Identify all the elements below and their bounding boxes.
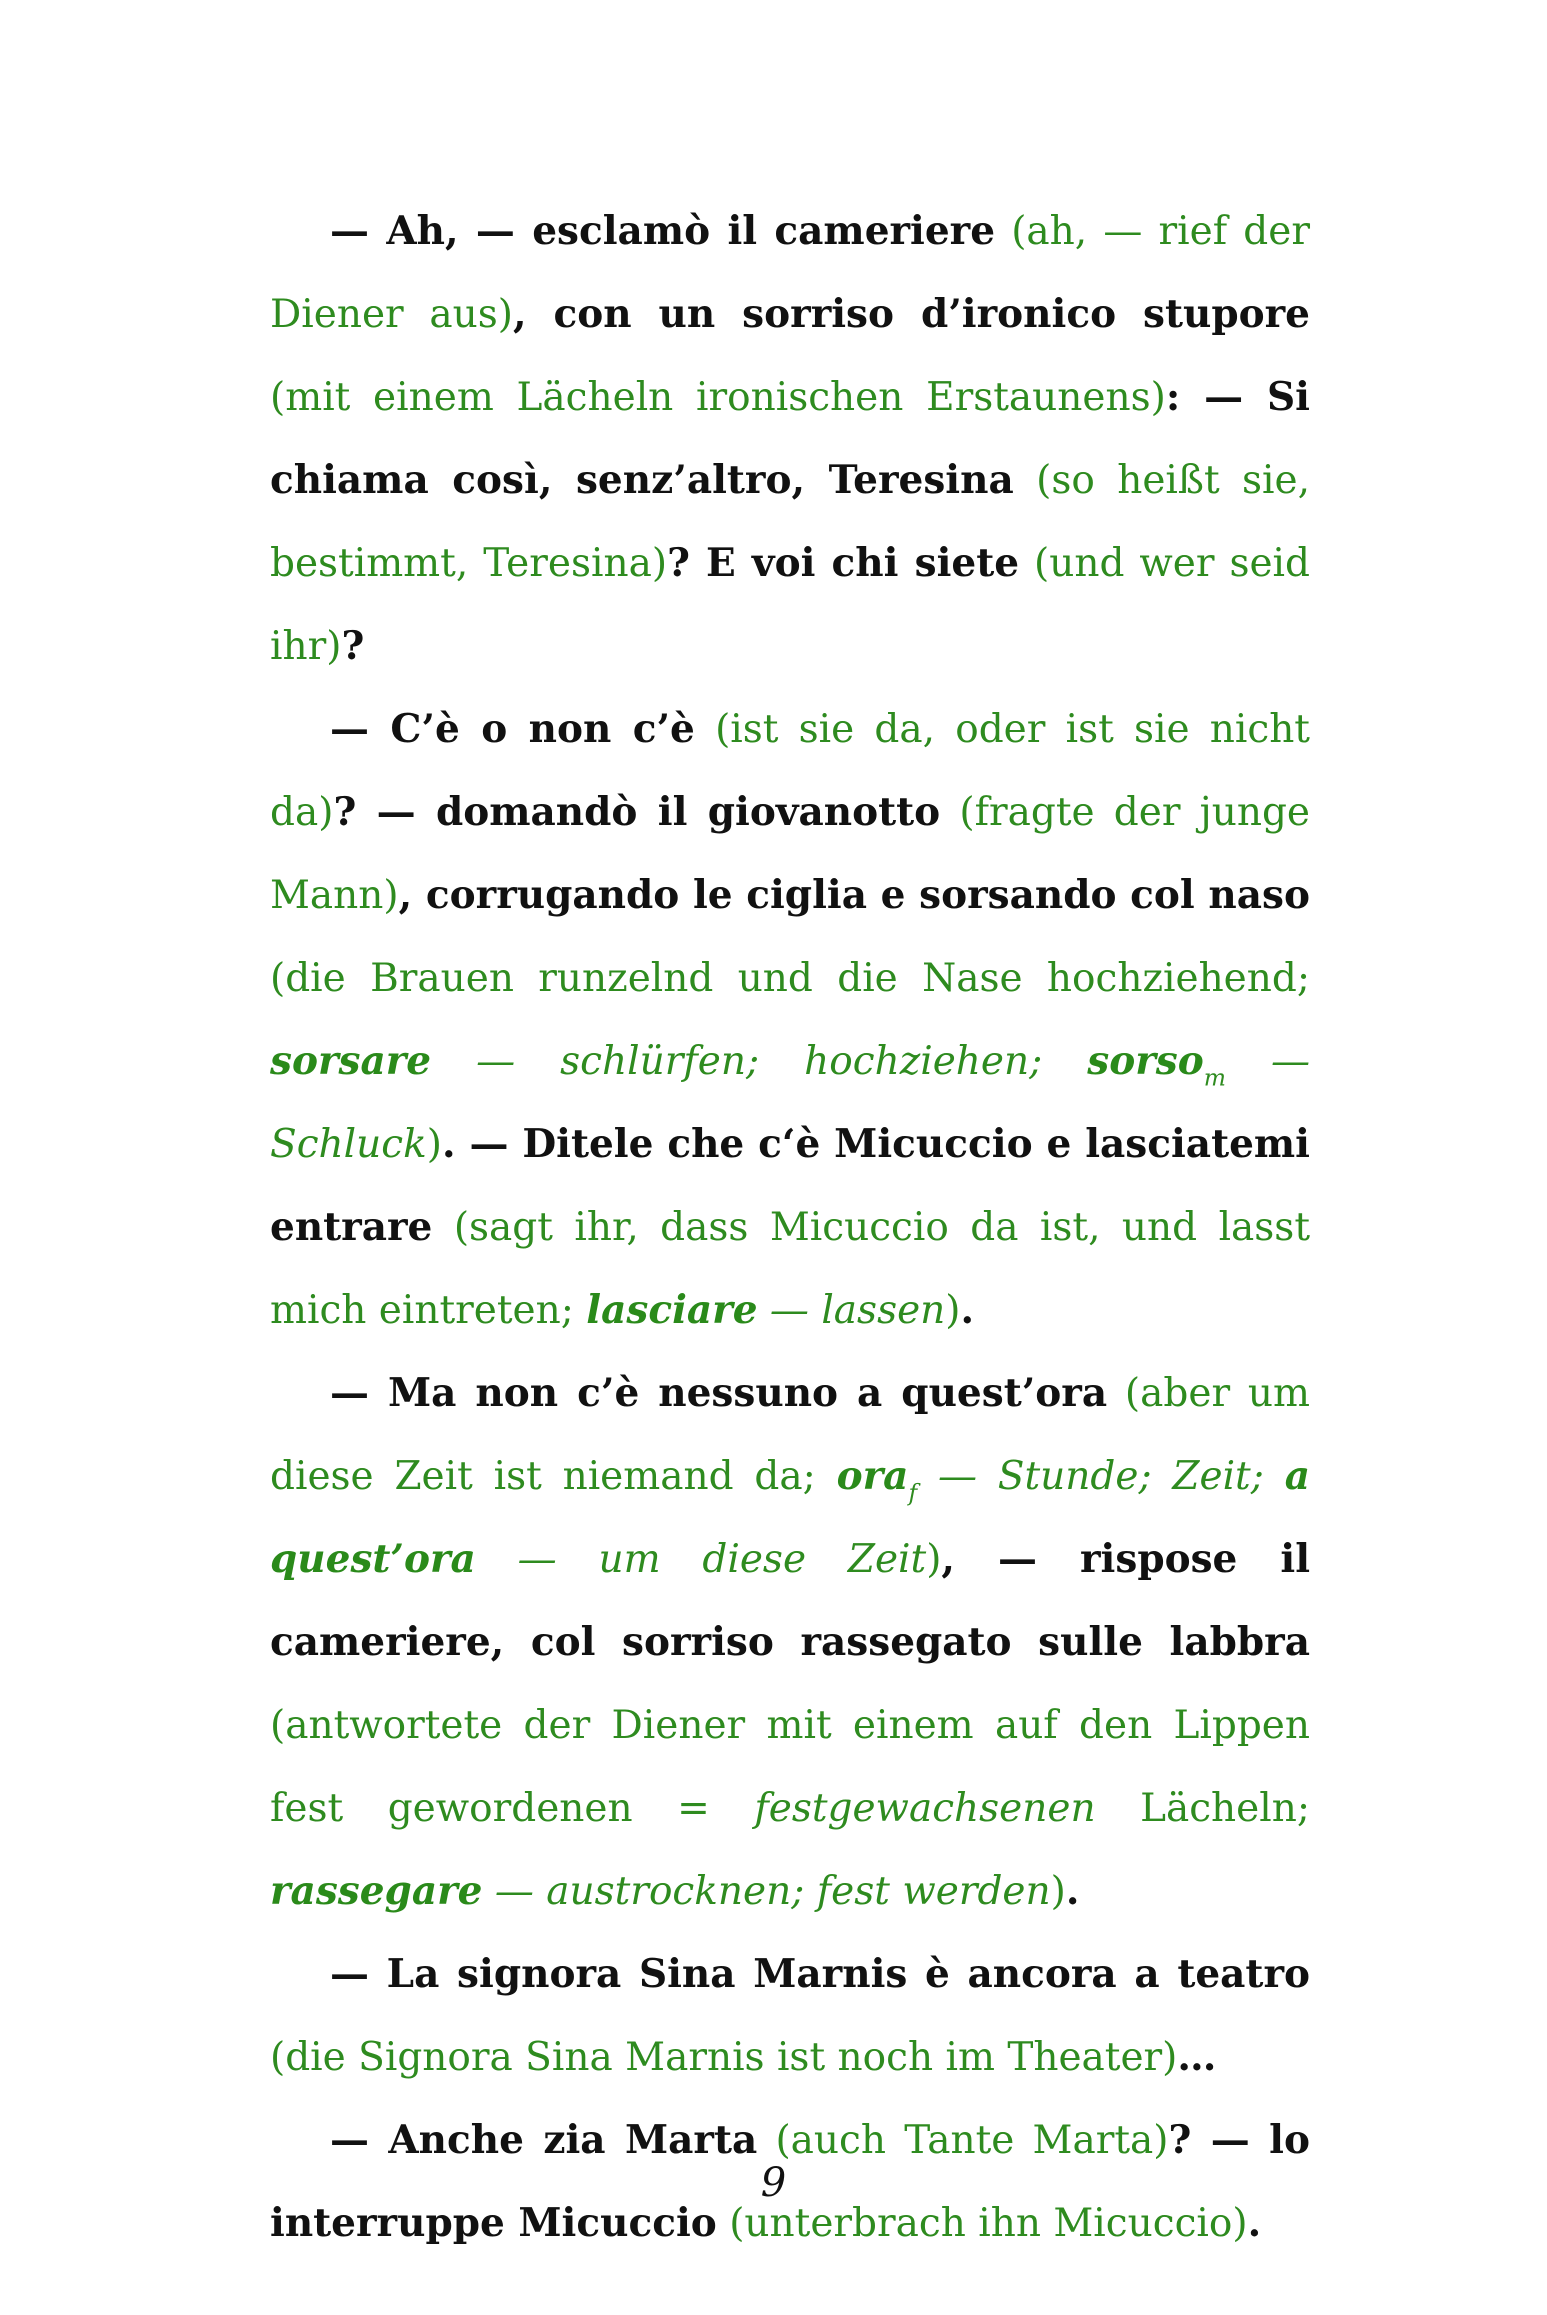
german-translation: ) (1050, 1869, 1066, 1914)
italian-text: — C’è o non c’è (330, 706, 695, 752)
german-translation: (die Brauen runzelnd und die Nase hochziehend; (270, 956, 1310, 1001)
german-translation: Lächeln; (1095, 1786, 1310, 1831)
page-body (270, 190, 1310, 2265)
vocab-headword: sorso (1087, 1038, 1204, 1084)
vocab-headword: ora (836, 1453, 909, 1499)
vocab-headword: a quest’ora (270, 1453, 1310, 1582)
grammar-subscript: f (908, 1478, 918, 1507)
german-translation: (antwortete der Diener mit einem auf den Lippen fest gewordenen = (270, 1703, 1310, 1831)
german-translation: (ah, — rief der Diener aus) (270, 209, 1310, 337)
italian-text: ? E voi chi siete (667, 540, 1020, 586)
paragraph (270, 1933, 1310, 2099)
german-translation: ) (426, 1122, 442, 1167)
italian-text: ? (341, 623, 365, 669)
german-translation: (fragte der junge Mann) (270, 790, 1310, 918)
paragraph (270, 688, 1310, 1352)
italian-text: . — Ditele che c‘è Micuccio e lasciatemi entrare (270, 1121, 1310, 1250)
italian-text: — Ah, — esclamò il cameriere (330, 208, 996, 254)
italian-text: , corrugando le ciglia e sorsando col naso (398, 872, 1310, 918)
german-translation: (unterbrach ihn Micuccio) (716, 2201, 1248, 2246)
italian-text: , con un sorriso d’ironico stupore (513, 291, 1310, 337)
german-translation: ) (926, 1537, 942, 1582)
italian-text: — Anche zia Marta (330, 2117, 758, 2163)
german-translation: — Schluck (270, 1039, 1310, 1167)
german-translation: festgewachsenen (754, 1786, 1096, 1831)
german-translation: (so heißt sie, bestimmt, Teresina) (270, 458, 1310, 586)
german-translation: (aber um diese Zeit ist niemand da; (270, 1371, 1310, 1499)
german-translation: — austrocknen; fest werden (482, 1869, 1051, 1914)
german-translation: — um diese Zeit (475, 1537, 927, 1582)
grammar-subscript: m (1203, 1063, 1226, 1092)
paragraph (270, 190, 1310, 688)
italian-text: ? — domandò il giovanotto (333, 789, 941, 835)
german-translation: (und wer seid ihr) (270, 541, 1310, 669)
italian-text: : — Si chiama così, senz’altro, Teresina (270, 374, 1310, 503)
german-translation: (ist sie da, oder ist sie nicht da) (270, 707, 1310, 835)
german-translation: — lassen (757, 1288, 946, 1333)
german-translation: — Stunde; Zeit; (917, 1454, 1285, 1499)
italian-text: . (1065, 1868, 1080, 1914)
vocab-headword: lasciare (586, 1287, 758, 1333)
vocab-headword: rassegare (270, 1868, 483, 1914)
german-translation: (die Signora Sina Marnis ist noch im Theater) (270, 2035, 1178, 2080)
italian-text: . (1247, 2200, 1262, 2246)
italian-text: , — rispose il cameriere, col sorriso rassegato sulle labbra (270, 1536, 1311, 1665)
page-number: 9 (760, 2160, 787, 2206)
german-translation: (auch Tante Marta) (757, 2118, 1169, 2163)
german-translation: — schlürfen; hochziehen; (431, 1039, 1088, 1084)
german-translation: (mit einem Lächeln ironischen Erstaunens) (270, 375, 1166, 420)
italian-text: ? — lo interruppe Micuccio (270, 2117, 1310, 2246)
italian-text: … (1177, 2034, 1217, 2080)
vocab-headword: sorsare (270, 1038, 432, 1084)
paragraph (270, 1352, 1310, 1933)
italian-text: . (960, 1287, 975, 1333)
italian-text: — La signora Sina Marnis è ancora a teatro (330, 1951, 1310, 1997)
italian-text: — Ma non c’è nessuno a quest’ora (330, 1370, 1108, 1416)
german-translation: (sagt ihr, dass Micuccio da ist, und lasst mich eintreten; (270, 1205, 1310, 1333)
german-translation: ) (945, 1288, 961, 1333)
